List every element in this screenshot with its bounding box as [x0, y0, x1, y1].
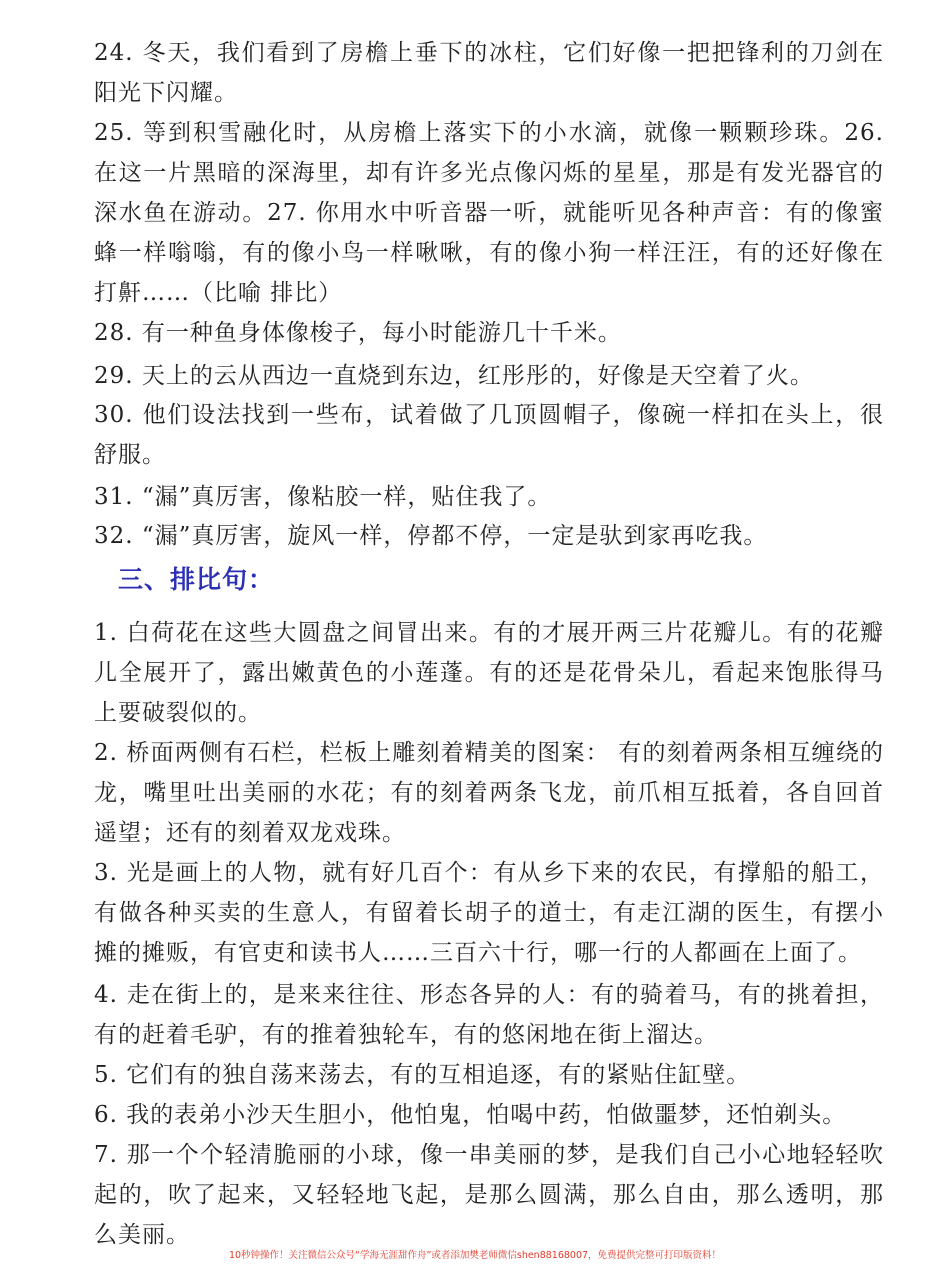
item-32: 32. “漏”真厉害，旋风一样，停都不停，一定是驮到家再吃我。 — [94, 523, 768, 549]
parallel-item-3: 3. 光是画上的人物，就有好几百个：有从乡下来的农民，有撑船的船工，有做各种买卖的生意人，有留着长胡子的道士，有走江湖的医生，有摆小摊的摊贩，有官吏和读书人……三百六十行，哪一行的人都画在上面了。 — [94, 860, 884, 966]
item-28: 28. 有一种鱼身体像梭子，每小时能游几十千米。 — [94, 320, 622, 346]
section-heading-parallelism: 三、排比句： — [118, 565, 275, 594]
parallel-item-2: 2. 桥面两侧有石栏，栏板上雕刻着精美的图案： 有的刻着两条相互缠绕的龙，嘴里吐出美丽的水花；有的刻着两条飞龙，前爪相互抵着，各自回首遥望；还有的刻着双龙戏珠。 — [94, 740, 884, 846]
item-30: 30. 他们设法找到一些布，试着做了几顶圆帽子，像碗一样扣在头上，很舒服。 — [94, 402, 884, 468]
item-24: 24. 冬天，我们看到了房檐上垂下的冰柱，它们好像一把把锋利的刀剑在阳光下闪耀。 — [94, 40, 884, 106]
parallel-item-1: 1. 白荷花在这些大圆盘之间冒出来。有的才展开两三片花瓣儿。有的花瓣儿全展开了，露出嫩黄色的小莲蓬。有的还是花骨朵儿，看起来饱胀得马上要破裂似的。 — [94, 620, 884, 726]
item-29: 29. 天上的云从西边一直烧到东边，红彤彤的，好像是天空着了火。 — [94, 363, 814, 389]
item-31: 31. “漏”真厉害，像粘胶一样，贴住我了。 — [94, 484, 552, 510]
item-25-27: 25. 等到积雪融化时，从房檐上落实下的小水滴，就像一颗颗珍珠。26. 在这一片黑暗的深海里，却有许多光点像闪烁的星星，那是有发光器官的深水鱼在游动。27. 你用水中听音器一听，就能听见各种声音：有的像蜜蜂一样嗡嗡，有的像小鸟一样啾啾，有的像小狗一样汪汪，有的还好像在打鼾……（比喻 排比） — [94, 120, 884, 306]
parallel-item-4: 4. 走在街上的，是来来往往、形态各异的人：有的骑着马，有的挑着担，有的赶着毛驴，有的推着独轮车，有的悠闲地在街上溜达。 — [94, 982, 884, 1048]
parallel-item-6: 6. 我的表弟小沙天生胆小，他怕鬼，怕喝中药，怕做噩梦，还怕剃头。 — [94, 1102, 847, 1128]
parallel-item-7: 7. 那一个个轻清脆丽的小球，像一串美丽的梦，是我们自己小心地轻轻吹起的，吹了起来，又轻轻地飞起，是那么圆满，那么自由，那么透明，那么美丽。 — [94, 1142, 884, 1248]
footer-promo-note: 10秒钟操作！关注微信公众号“学海无涯甜作舟”或者添加樊老师微信shen88168007，免费提供完整可打印版资料！ — [228, 1250, 722, 1261]
parallel-item-5: 5. 它们有的独自荡来荡去，有的互相追逐，有的紧贴住缸壁。 — [94, 1062, 751, 1088]
